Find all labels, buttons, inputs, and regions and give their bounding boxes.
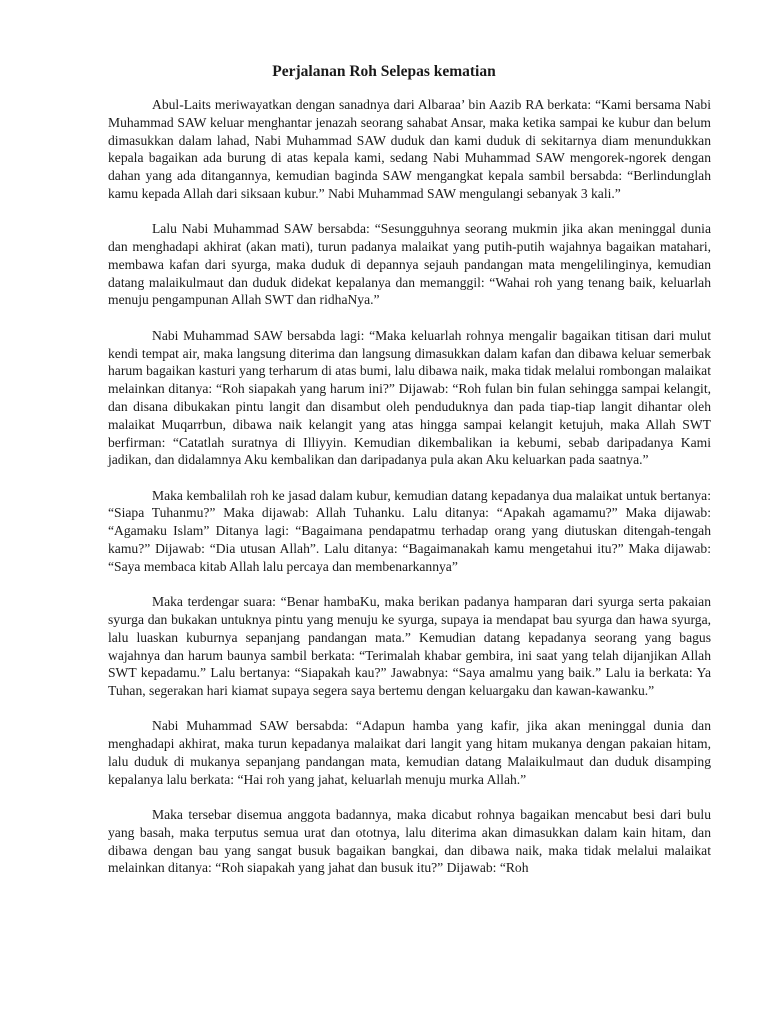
- paragraph-3: Nabi Muhammad SAW bersabda lagi: “Maka keluarlah rohnya mengalir bagaikan titisan dari mulut kendi tempat air, maka langsung diterima dan langsung dimasukkan dalam kafan dan dibawa keluar semerbak harum bagaikan kasturi yang terharum di atas bumi, lalu dibawa naik, maka tidak melalui rombongan malaikat melainkan ditanya: “Roh siapakah yang harum ini?” Dijawab: “Roh fulan bin fulan sehingga sampai kelangit, dan disana dibukakan pintu langit dan disambut oleh penduduknya dan pada tiap-tiap langit dihantar oleh malaikat Muqarrbun, dibawa naik kelangit yang atas hingga sampai kelangit ketujuh, maka Allah SWT berfirman: “Catatlah suratnya di Illiyyin. Kemudian dikembalikan ia kebumi, sebab daripadanya Kami jadikan, dan didalamnya Aku kembalikan dan daripadanya pula akan Aku keluarkan pada saatnya.”: [108, 327, 711, 468]
- paragraph-6: Nabi Muhammad SAW bersabda: “Adapun hamba yang kafir, jika akan meninggal dunia dan menghadapi akhirat, maka turun kepadanya malaikat dari langit yang hitam mukanya dengan pakaian hitam, lalu duduk di mukanya sepanjang pandangan mata, kemudian datang Malaikulmaut dan duduk disamping kepalanya lalu berkata: “Hai roh yang jahat, keluarlah menuju murka Allah.”: [108, 718, 711, 787]
- paragraph-5: Maka terdengar suara: “Benar hambaKu, maka berikan padanya hamparan dari syurga serta pakaian syurga dan bukakan untuknya pintu yang menuju ke syurga, supaya ia mendapat bau syurga dan hawa syurga, lalu luaskan kuburnya sepanjang pandangan mata.” Kemudian datang kepadanya seorang yang bagus wajahnya dan harum baunya sambil berkata: “Terimalah khabar gembira, ini saat yang telah dijanjikan Allah SWT kepadamu.” Lalu bertanya: “Siapakah kau?” Jawabnya: “Saya amalmu yang baik.” Lalu ia berkata: Ya Tuhan, segerakan hari kiamat supaya segera saya bertemu dengan keluargaku dan kawan-kawanku.”: [108, 594, 711, 699]
- document-title: Perjalanan Roh Selepas kematian: [272, 63, 496, 80]
- paragraph-1: Abul-Laits meriwayatkan dengan sanadnya dari Albaraa’ bin Aazib RA berkata: “Kami bersama Nabi Muhammad SAW keluar menghantar jenazah seorang sahabat Ansar, maka ketika sampai ke kubur dan belum dimasukkan dalam lahad, Nabi Muhammad SAW duduk dan kami duduk di sekitarnya diam menundukkan kepala bagaikan ada burung di atas kepala kami, sedang Nabi Muhammad SAW mengorek-ngorek dengan dahan yang ada ditangannya, kemudian baginda SAW mengangkat kepala sambil bersabda: “Berlindunglah kamu kepada Allah dari siksaan kubur.” Nabi Muhammad SAW mengulangi sebanyak 3 kali.”: [108, 97, 711, 201]
- document-body: [108, 96, 711, 895]
- paragraph-4: Maka kembalilah roh ke jasad dalam kubur, kemudian datang kepadanya dua malaikat untuk bertanya: “Siapa Tuhanmu?” Maka dijawab: Allah Tuhanku. Lalu ditanya: “Apakah agamamu?” Maka dijawab: “Agamaku Islam” Ditanya lagi: “Bagaimana pendapatmu terhadap orang yang diutuskan ditengah-tengah kamu?” Dijawab: “Dia utusan Allah”. Lalu ditanya: “Bagaimanakah kamu mengetahui itu?” Maka dijawab: “Saya membaca kitab Allah lalu percaya dan membenarkannya”: [108, 487, 711, 574]
- paragraph-7: Maka tersebar disemua anggota badannya, maka dicabut rohnya bagaikan mencabut besi dari bulu yang basah, maka terputus semua urat dan ototnya, lalu diterima akan dimasukkan dalam kain hitam, dan dibawa dengan bau yang sangat busuk bagaikan bangkai, dan dibawa naik, maka tidak melalui malaikat melainkan ditanya: “Roh siapakah yang jahat dan busuk itu?” Dijawab: “Roh: [108, 807, 711, 876]
- paragraph-2: Lalu Nabi Muhammad SAW bersabda: “Sesungguhnya seorang mukmin jika akan meninggal dunia dan menghadapi akhirat (akan mati), turun padanya malaikat yang putih-putih wajahnya bagaikan matahari, membawa kafan dari syurga, maka duduk di depannya sejauh pandangan mata mengelilinginya, kemudian datang malaikulmaut dan duduk didekat kepalanya dan memanggil: “Wahai roh yang tenang baik, keluarlah menuju pengampunan Allah SWT dan ridhaNya.”: [108, 221, 711, 308]
